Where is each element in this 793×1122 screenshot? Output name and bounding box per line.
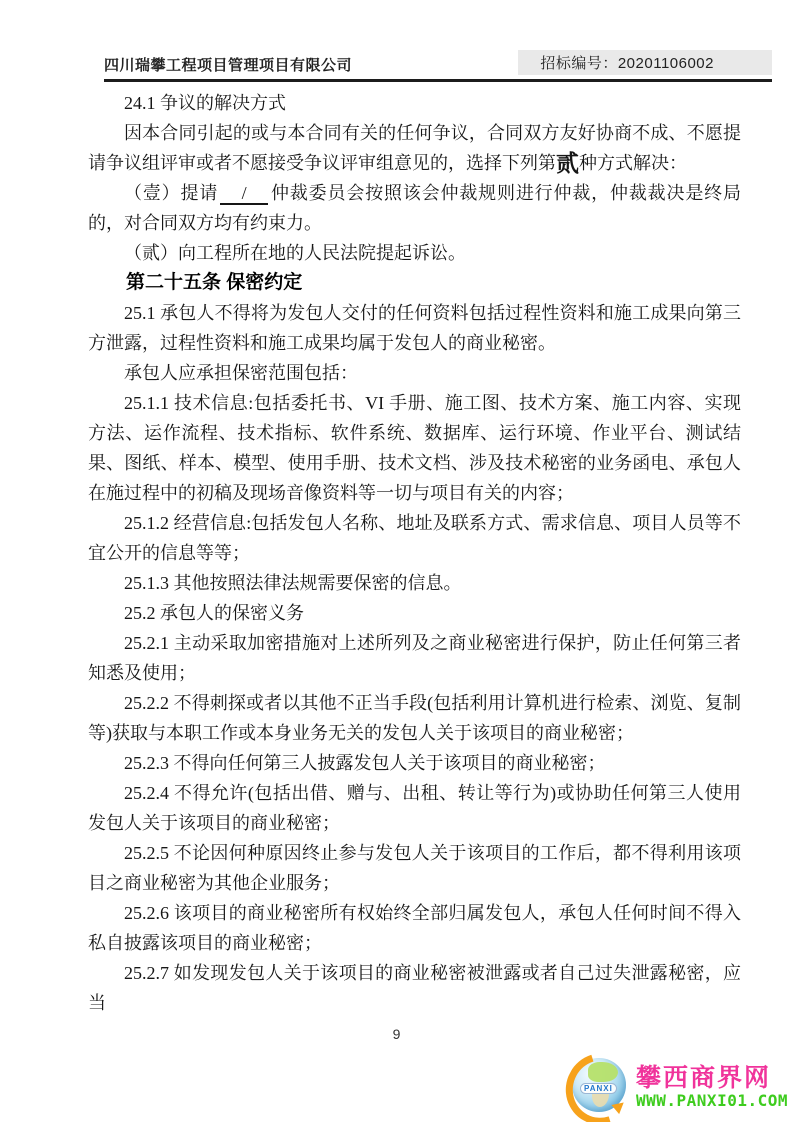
text-segment: 25.2.3 不得向任何第三人披露发包人关于该项目的商业秘密；: [124, 753, 606, 773]
text-segment: 因本合同引起的或与本合同有关的任何争议，合同双方友好协商不成、不愿提请争议组评审或者不愿接受争议评审组意见的，选择下列第: [88, 123, 741, 173]
paragraph: [88, 838, 741, 898]
text-segment: 25.2.2 不得刺探或者以其他不正当手段(包括利用计算机进行检索、浏览、复制等)获取与本职工作或本身业务无关的发包人关于该项目的商业秘密；: [88, 693, 741, 743]
text-segment: 第二十五条 保密约定: [126, 272, 303, 293]
text-segment: 25.1 承包人不得将为发包人交付的任何资料包括过程性资料和施工成果向第三方泄露，过程性资料和施工成果均属于发包人的商业秘密。: [88, 303, 741, 353]
text-segment: 25.2 承包人的保密义务: [124, 603, 304, 623]
paragraph: [88, 568, 741, 598]
orbit-arrow-icon: [553, 1041, 649, 1122]
site-name: 攀西商界网: [636, 1064, 772, 1093]
paragraph: [88, 958, 741, 1018]
text-segment: 25.2.5 不论因何种原因终止参与发包人关于该项目的工作后，都不得利用该项目之商业秘密为其他企业服务；: [88, 843, 741, 893]
page-number: 9: [392, 1026, 401, 1042]
text-segment: 25.2.6 该项目的商业秘密所有权始终全部归属发包人，承包人任何时间不得入私自披露该项目的商业秘密；: [88, 903, 741, 953]
globe-icon: [568, 1056, 632, 1118]
paragraph: [88, 688, 741, 748]
text-segment: 25.1.2 经营信息:包括发包人名称、地址及联系方式、需求信息、项目人员等不宜公开的信息等等；: [88, 513, 741, 563]
handwritten-choice: 贰: [556, 151, 579, 176]
text-segment: （壹）提请: [124, 183, 219, 203]
paragraph: [88, 598, 741, 628]
text-segment: （贰）向工程所在地的人民法院提起诉讼。: [124, 243, 466, 263]
panxi-badge: PANXI: [580, 1083, 617, 1094]
paragraph: [88, 388, 741, 508]
paragraph: [88, 748, 741, 778]
paragraph: [88, 508, 741, 568]
paragraph: [88, 778, 741, 838]
site-url: WWW.PANXI01.COM: [636, 1091, 788, 1111]
paragraph: [88, 898, 741, 958]
text-segment: 25.1.1 技术信息:包括委托书、VI 手册、施工图、技术方案、施工内容、实现方法、运作流程、技术指标、软件系统、数据库、运行环境、作业平台、测试结果、图纸、样本、模型、使用手册、技术文档、涉及技术秘密的业务函电、承包人在施过程中的初稿及现场音像资料等一切与项目有关的内容；: [88, 393, 741, 503]
page-header: [104, 50, 772, 82]
paragraph: [88, 628, 741, 688]
text-segment: 仲裁委员会按照该会仲裁规则进行仲裁，仲裁裁决是终局的，对合同双方均有约束力。: [88, 183, 742, 233]
paragraph: [88, 88, 741, 118]
text-segment: 种方式解决：: [579, 153, 687, 173]
watermark: [568, 1056, 788, 1118]
document-body: [88, 88, 741, 1018]
paragraph: [88, 358, 741, 388]
fill-in-blank: /: [220, 183, 268, 205]
text-segment: 承包人应承担保密范围包括：: [124, 363, 358, 383]
paragraph: [88, 238, 741, 268]
bid-number: 招标编号：20201106002: [518, 50, 772, 75]
paragraph: [88, 178, 741, 238]
text-segment: 25.2.1 主动采取加密措施对上述所列及之商业秘密进行保护，防止任何第三者知悉及使用；: [88, 633, 741, 683]
company-name: 四川瑞攀工程项目管理项目有限公司: [104, 57, 353, 74]
text-segment: 25.1.3 其他按照法律法规需要保密的信息。: [124, 573, 462, 593]
watermark-text: [636, 1064, 788, 1110]
paragraph: [88, 298, 741, 358]
text-segment: 25.2.4 不得允许(包括出借、赠与、出租、转让等行为)或协助任何第三人使用发包人关于该项目的商业秘密；: [88, 783, 741, 833]
text-segment: 25.2.7 如发现发包人关于该项目的商业秘密被泄露或者自己过失泄露秘密，应当: [88, 963, 741, 1013]
paragraph: [88, 118, 741, 178]
section-heading: [88, 268, 741, 298]
text-segment: 24.1 争议的解决方式: [124, 93, 286, 113]
